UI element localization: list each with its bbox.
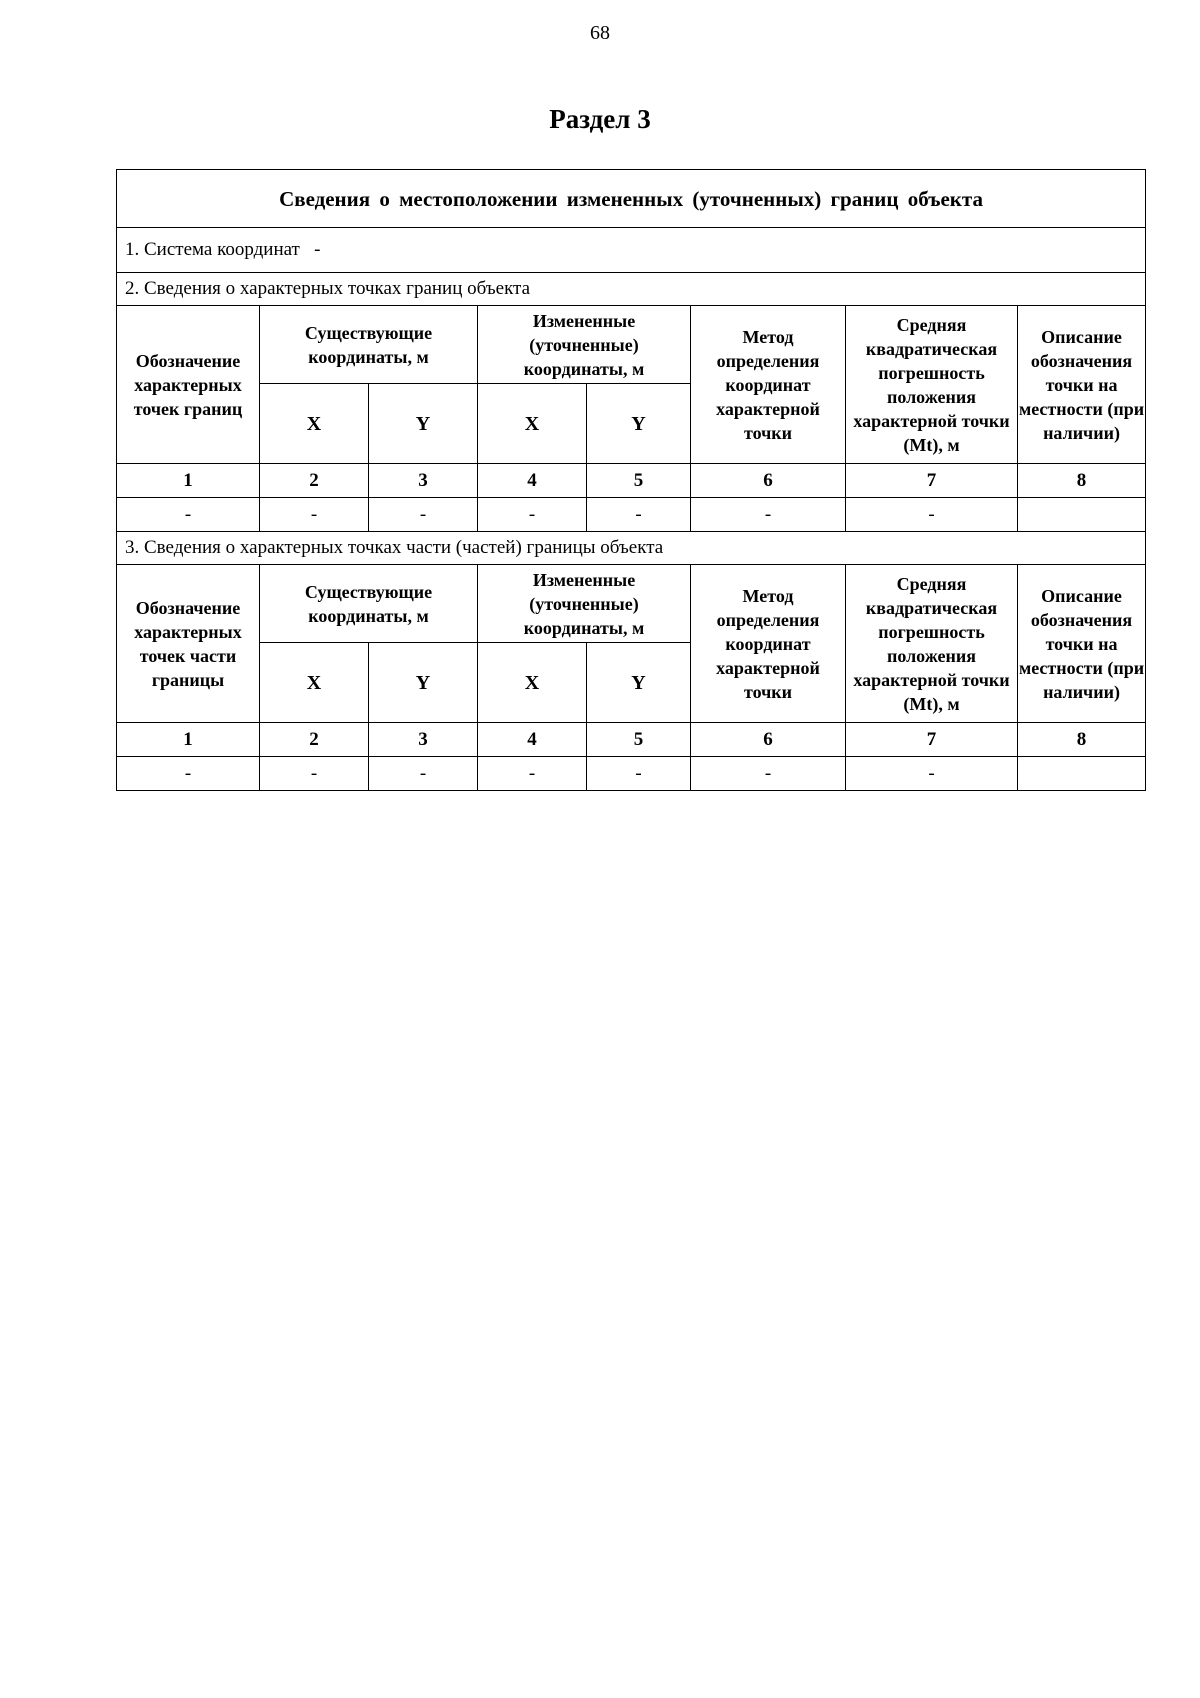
s3-header-description: Описание обозначения точки на местности (при наличии) [1018, 565, 1146, 723]
s3-header-y-existing: Y [369, 643, 478, 723]
table-title: Сведения о местоположении измененных (уточненных) границ объекта [117, 170, 1146, 228]
section-title: Раздел 3 [549, 104, 651, 134]
table-cell: - [691, 757, 846, 791]
s3-data-row [117, 757, 1146, 791]
s2-col-number: 4 [478, 464, 587, 498]
s2-col-number: 2 [260, 464, 369, 498]
s2-col-number: 8 [1018, 464, 1146, 498]
s3-header-designation: Обозначение характерных точек части границы [117, 565, 260, 723]
table-cell [1018, 498, 1146, 532]
s2-header-method: Метод определения координат характерной точки [691, 306, 846, 464]
table-cell: - [478, 757, 587, 791]
table-cell: - [117, 757, 260, 791]
s3-number-row [117, 723, 1146, 757]
s2-header-description: Описание обозначения точки на местности (при наличии) [1018, 306, 1146, 464]
boundary-table [116, 169, 1146, 791]
coord-system-label: 1. Система координат [125, 239, 300, 260]
s2-number-row [117, 464, 1146, 498]
s2-col-number: 7 [846, 464, 1018, 498]
s2-header-y-changed: Y [587, 384, 691, 464]
coord-system-value: - [314, 239, 321, 260]
s3-header-method: Метод определения координат характерной точки [691, 565, 846, 723]
s2-col-number: 1 [117, 464, 260, 498]
s2-col-number: 6 [691, 464, 846, 498]
table-cell: - [369, 757, 478, 791]
table-cell: - [846, 498, 1018, 532]
s3-header-x-existing: X [260, 643, 369, 723]
s3-header-error: Средняя квадратическая погрешность положения характерной точки (Mt), м [846, 565, 1018, 723]
table-cell: - [260, 757, 369, 791]
section3-label: 3. Сведения о характерных точках части (частей) границы объекта [117, 532, 1146, 565]
s2-header-error: Средняя квадратическая погрешность положения характерной точки (Mt), м [846, 306, 1018, 464]
table-cell: - [587, 757, 691, 791]
table-cell: - [587, 498, 691, 532]
table-cell [1018, 757, 1146, 791]
table-cell: - [846, 757, 1018, 791]
s2-header-existing: Существующие координаты, м [260, 306, 478, 384]
s3-header-existing: Существующие координаты, м [260, 565, 478, 643]
s2-header-y-existing: Y [369, 384, 478, 464]
s2-col-number: 5 [587, 464, 691, 498]
table-cell: - [369, 498, 478, 532]
section2-label: 2. Сведения о характерных точках границ объекта [117, 273, 1146, 306]
table-cell: - [691, 498, 846, 532]
s3-header-x-changed: X [478, 643, 587, 723]
s3-col-number: 3 [369, 723, 478, 757]
s2-col-number: 3 [369, 464, 478, 498]
s3-col-number: 1 [117, 723, 260, 757]
coord-system-row [117, 228, 1146, 273]
table-cell: - [117, 498, 260, 532]
s2-header-designation: Обозначение характерных точек границ [117, 306, 260, 464]
s2-header-changed: Измененные (уточненные) координаты, м [478, 306, 691, 384]
s3-col-number: 7 [846, 723, 1018, 757]
s3-col-number: 6 [691, 723, 846, 757]
s2-header-x-existing: X [260, 384, 369, 464]
s2-header-x-changed: X [478, 384, 587, 464]
s3-header-y-changed: Y [587, 643, 691, 723]
page-number: 68 [590, 22, 610, 44]
s3-col-number: 8 [1018, 723, 1146, 757]
table-cell: - [478, 498, 587, 532]
s2-data-row [117, 498, 1146, 532]
s3-header-changed: Измененные (уточненные) координаты, м [478, 565, 691, 643]
s3-col-number: 5 [587, 723, 691, 757]
s3-col-number: 4 [478, 723, 587, 757]
s3-col-number: 2 [260, 723, 369, 757]
table-cell: - [260, 498, 369, 532]
